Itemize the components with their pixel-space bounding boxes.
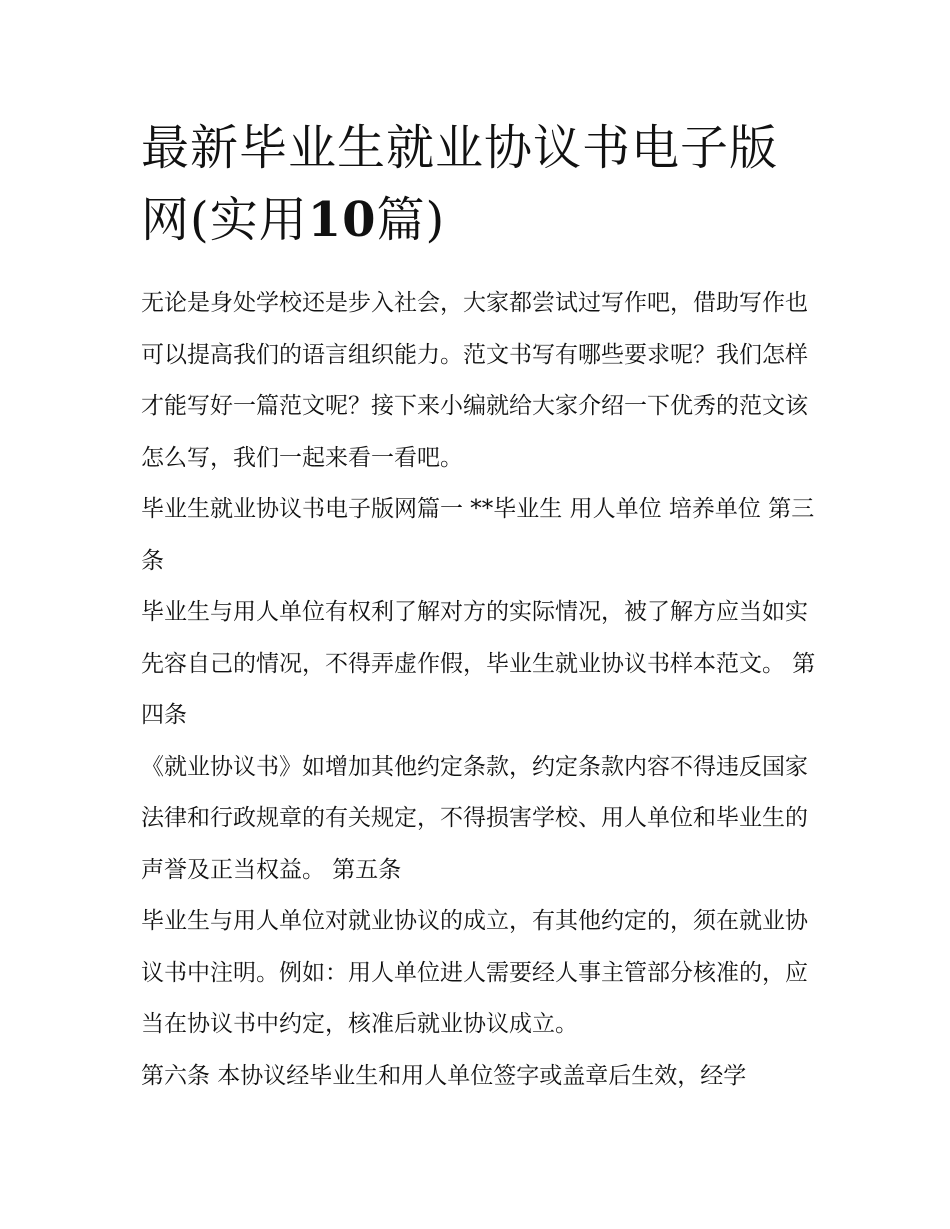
- article-3-heading: 毕业生就业协议书电子版网篇一 **毕业生 用人单位 培养单位 第三条: [141, 496, 815, 574]
- document-content: [141, 112, 821, 1102]
- title-number: 10: [307, 192, 377, 248]
- document-body: [141, 278, 821, 1102]
- title-text: 最新毕业生就业协议书电子版网(实用: [141, 120, 779, 248]
- title-suffix: 篇): [376, 192, 446, 248]
- article-4-paragraph: 《就业协议书》如增加其他约定条款，约定条款内容不得违反国家法律和行政规章的有关规定，不得损害学校、用人单位和毕业生的声誉及正当权益。 第五条: [141, 753, 808, 883]
- document-title: [141, 112, 821, 256]
- article-3-paragraph: 毕业生与用人单位有权利了解对方的实际情况，被了解方应当如实先容自己的情况，不得弄虚作假，毕业生就业协议书样本范文。 第四条: [141, 599, 816, 728]
- article-6-paragraph: 第六条 本协议经毕业生和用人单位签字或盖章后生效，经学: [141, 1062, 747, 1089]
- intro-paragraph: 无论是身处学校还是步入社会，大家都尝试过写作吧，借助写作也可以提高我们的语言组织能力。范文书写有哪些要求呢？我们怎样才能写好一篇范文呢？接下来小编就给大家介绍一下优秀的范文该怎么写，我们一起来看一看吧。: [141, 290, 808, 471]
- article-5-paragraph: 毕业生与用人单位对就业协议的成立，有其他约定的，须在就业协议书中注明。例如：用人单位进人需要经人事主管部分核准的，应当在协议书中约定，核准后就业协议成立。: [141, 908, 808, 1037]
